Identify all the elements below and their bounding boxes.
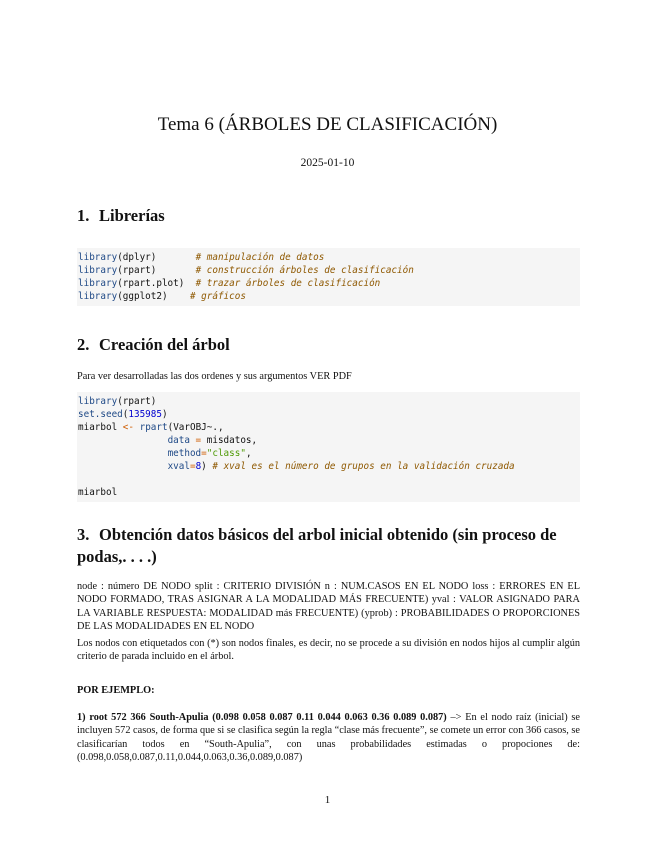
example-heading: POR EJEMPLO: xyxy=(77,685,155,696)
note-paragraph: Los nodos con etiquetados con (*) son nodos finales, es decir, no se procede a su división en nodos hijos al cumplir algún criterio de parada incluido en el árbol. xyxy=(77,638,580,663)
section-heading-tree-creation: 2. Creación del árbol xyxy=(77,335,230,354)
document-title: Tema 6 (ÁRBOLES DE CLASIFICACIÓN) xyxy=(157,114,498,135)
page-number: 1 xyxy=(324,794,331,806)
code-line: set.seed(135985) xyxy=(78,409,168,420)
section-heading-basic-data: 3. Obtención datos básicos del arbol inicial obtenido (sin proceso de podas,. . . .) xyxy=(77,525,557,566)
section-heading-libraries: 1. Librerías xyxy=(77,206,165,225)
legend-paragraph: node : número DE NODO split : CRITERIO DIVISIÓN n : NUM.CASOS EN EL NODO loss : ERRORES EN EL NODO FORMADO, TRAS ASIGNAR A LA MODALIDAD MÁS FRECUENTE) yval : VALOR ASIGNADO PARA LA VARIABLE RESPUESTA: MODALIDAD más FRECUENTE) (yprob) : PROBABILIDADES O PROPORCIONES DE LAS MODALIDADES EN EL NODO xyxy=(77,581,580,633)
code-line: method="class", xyxy=(167,448,252,459)
example-root-node: 1) root 572 366 South-Apulia (0.098 0.058 0.087 0.11 0.044 0.063 0.36 0.089 0.087) xyxy=(77,712,447,723)
code-line: library(rpart) # construcción árboles de clasificación xyxy=(78,265,414,276)
document-date: 2025-01-10 xyxy=(300,157,355,169)
code-block-libraries xyxy=(77,248,580,306)
code-line: library(rpart.plot) # trazar árboles de clasificación xyxy=(78,278,381,289)
code-line: library(rpart) xyxy=(78,396,157,407)
example-explanation: –> En el nodo raíz (inicial) se incluyen 572 casos, de forma que si se clasifica según la regla “clase más frecuente”, se comete un error con 366 casos, se clasificarían todos en “South-Apulia”, con unas probabilidades estimadas o propociones de: (0.098,0.058,0.087,0.11,0.044,0.063,0.36,0.089,0.087) xyxy=(77,712,580,764)
code-block-tree xyxy=(77,392,580,502)
code-line: data = misdatos, xyxy=(167,435,258,446)
code-line: miarbol xyxy=(78,487,118,498)
code-line: library(ggplot2) # gráficos xyxy=(78,291,246,302)
code-line: xval=8) # xval es el número de grupos en la validación cruzada xyxy=(167,461,515,472)
code-line: library(dplyr) # manipulación de datos xyxy=(78,252,325,263)
code-line: miarbol <- rpart(VarOBJ~., xyxy=(78,422,224,433)
example-paragraph xyxy=(77,711,580,765)
section2-text: Para ver desarrolladas las dos ordenes y sus argumentos VER PDF xyxy=(77,371,352,382)
